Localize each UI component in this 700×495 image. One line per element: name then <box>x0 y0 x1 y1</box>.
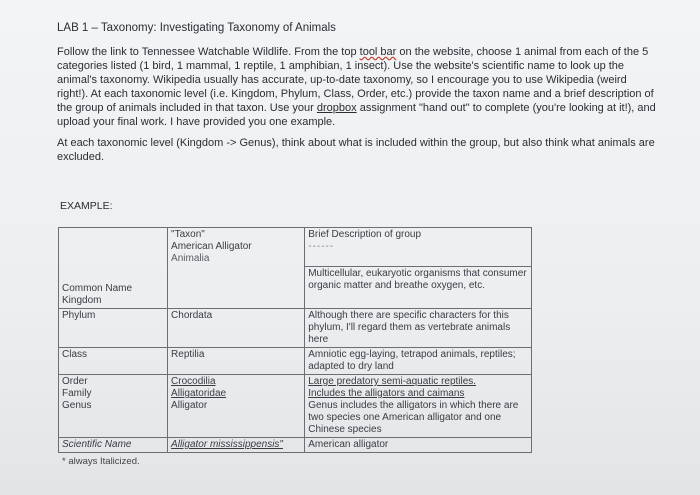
dropbox-link[interactable]: dropbox <box>316 102 357 114</box>
order-family-genus-descriptions <box>305 375 532 438</box>
kingdom-description-cell: Multicellular, eukaryotic organisms that consumer organic matter and breathe oxygen, etc. <box>305 266 532 309</box>
level-cell <box>59 228 168 309</box>
description-header-cell <box>305 228 532 267</box>
phylum-label: Phylum <box>59 309 168 348</box>
genus-description: Genus includes the alligators in which there are two species one American alligator and one Chinese species <box>308 400 519 435</box>
scientific-name-description: American alligator <box>305 438 532 453</box>
italic-footnote: * always Italicized. <box>62 456 140 467</box>
instructions-text-1: Follow the link to Tennessee Watchable Wildlife. From the top <box>57 46 360 58</box>
common-name-value: American Alligator <box>171 241 252 252</box>
family-description: Includes the alligators and caimans <box>308 388 465 399</box>
family-taxon: Alligatoridae <box>171 388 227 399</box>
kingdom-taxon: Animalia <box>171 253 210 264</box>
genus-taxon: Alligator <box>171 400 208 411</box>
order-label: Order <box>62 376 88 387</box>
order-family-genus-labels <box>59 375 168 438</box>
scientific-name-value: Alligator mississippensis" <box>168 438 305 453</box>
family-label: Family <box>62 388 92 399</box>
taxon-header-cell <box>168 228 305 267</box>
description-header: Brief Description of group <box>308 229 422 240</box>
class-label: Class <box>59 348 168 375</box>
kingdom-taxon-cell <box>168 266 305 309</box>
question-paragraph: At each taxonomic level (Kingdom -> Genus), think about what is included within the group, but also think what animals are excluded. <box>57 137 655 163</box>
table-row <box>59 309 532 348</box>
table-row <box>59 375 532 438</box>
taxonomy-table <box>58 227 532 453</box>
table-row <box>59 438 532 453</box>
phylum-taxon: Chordata <box>168 309 305 348</box>
common-name-description: ------ <box>308 241 335 252</box>
phylum-description: Although there are specific characters for this phylum, I'll regard them as vertebrate animals here <box>305 309 532 348</box>
instructions-paragraph <box>57 45 660 129</box>
kingdom-label: Kingdom <box>62 295 102 306</box>
common-name-label: Common Name <box>62 283 133 294</box>
instructions-text-3: assignment "hand out" to complete (you're looking at it!), and upload your final work. I have provided you one example. <box>57 102 656 128</box>
table-header-row <box>59 228 532 267</box>
order-description: Large predatory semi-aquatic reptiles. <box>308 376 477 387</box>
class-description: Amniotic egg-laying, tetrapod animals, reptiles; adapted to dry land <box>305 348 532 375</box>
class-taxon: Reptilia <box>168 348 305 375</box>
order-taxon: Crocodilia <box>171 376 216 387</box>
instructions-text-2: on the website, choose 1 animal from each of the 5 categories listed (1 bird, 1 mammal, 1 reptile, 1 amphibian, 1 insect). Use the website's scientific name to look up the animal's taxonomy. Wikipedia usually has accurate, up-to-date taxonomy, so I encourage you to use Wikipedia (weird right!). At each taxonomic level (i.e. Kingdom, Phylum, Class, Order, etc.) provide the taxon name and a brief description of the group of animals included in that taxon. Use your <box>57 46 654 114</box>
scientific-name-label: Scientific Name <box>59 438 168 453</box>
example-label: EXAMPLE: <box>60 200 113 212</box>
genus-label: Genus <box>62 400 92 411</box>
tool-bar-text: tool bar <box>359 46 397 58</box>
taxon-header: "Taxon" <box>171 229 205 240</box>
order-family-genus-taxa <box>168 375 305 438</box>
page-title: LAB 1 – Taxonomy: Investigating Taxonomy of Animals <box>57 22 336 34</box>
table-row <box>59 348 532 375</box>
